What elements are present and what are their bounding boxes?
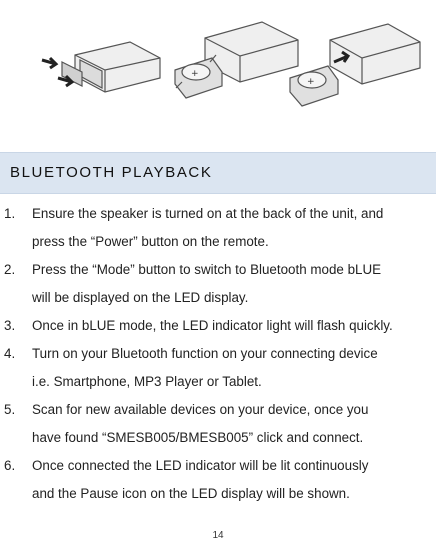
step-line: Once in bLUE mode, the LED indicator light will flash quickly. <box>32 318 393 333</box>
list-item <box>0 396 436 452</box>
step-line: Press the “Mode” button to switch to Bluetooth mode bLUE <box>32 262 382 277</box>
step-line: press the “Power” button on the remote. <box>32 234 269 249</box>
list-item <box>0 452 436 508</box>
remote-tray-with-battery-icon <box>175 22 298 98</box>
battery-replacement-illustration <box>0 0 436 150</box>
step-number: 2. <box>4 262 16 277</box>
remote-tray-insert-icon <box>290 24 420 106</box>
svg-text:+: + <box>191 69 199 79</box>
step-line: Once connected the LED indicator will be lit continuously <box>32 458 369 473</box>
section-title: BLUETOOTH PLAYBACK <box>10 164 213 181</box>
step-number: 5. <box>4 402 16 417</box>
step-text <box>32 200 436 256</box>
svg-text:+: + <box>307 77 315 87</box>
step-text <box>32 452 436 508</box>
list-item <box>0 340 436 396</box>
step-number: 1. <box>4 206 16 221</box>
step-text <box>32 256 436 312</box>
step-text <box>32 340 436 396</box>
step-line: Scan for new available devices on your device, once you <box>32 402 369 417</box>
step-line: will be displayed on the LED display. <box>32 290 249 305</box>
page-number: 14 <box>212 530 224 541</box>
steps-list <box>0 200 436 508</box>
list-item <box>0 312 436 340</box>
step-number: 3. <box>4 318 16 333</box>
step-line: have found “SMESB005/BMESB005” click and connect. <box>32 430 364 445</box>
list-item <box>0 256 436 312</box>
step-line: i.e. Smartphone, MP3 Player or Tablet. <box>32 374 262 389</box>
step-number: 6. <box>4 458 16 473</box>
step-line: Ensure the speaker is turned on at the back of the unit, and <box>32 206 384 221</box>
step-number: 4. <box>4 346 16 361</box>
step-text <box>32 396 436 452</box>
remote-tray-removed-icon <box>42 42 160 92</box>
step-text <box>32 312 436 340</box>
step-line: and the Pause icon on the LED display will be shown. <box>32 486 350 501</box>
list-item <box>0 200 436 256</box>
section-header <box>0 152 436 194</box>
step-line: Turn on your Bluetooth function on your connecting device <box>32 346 378 361</box>
